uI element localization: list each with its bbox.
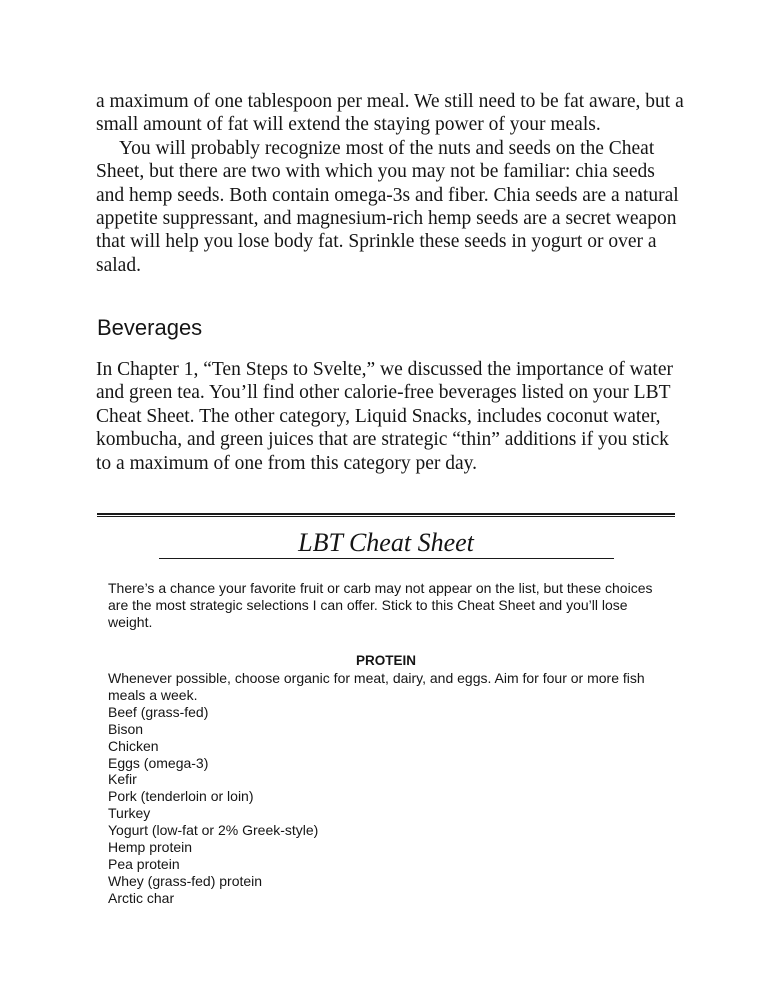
title-underline (159, 558, 614, 559)
protein-item: Pea protein (108, 855, 180, 872)
protein-section (108, 670, 668, 907)
cheat-sheet-intro-text: There’s a chance your favorite fruit or carb may not appear on the list, but these choices are the most strategic selections I can offer. Stick to this Cheat Sheet and you’ll lose weight. (108, 580, 653, 630)
cheat-sheet-title: LBT Cheat Sheet (298, 528, 474, 557)
protein-heading: PROTEIN (355, 653, 416, 668)
protein-item: Kefir (108, 771, 137, 788)
cheat-sheet-intro (108, 580, 668, 631)
protein-item: Yogurt (low-fat or 2% Greek-style) (108, 822, 319, 839)
intro-text (96, 90, 686, 277)
intro-paragraph: a maximum of one tablespoon per meal. We still need to be fat aware, but a small amount of fat will extend the staying power of your meals. (96, 91, 684, 136)
protein-item: Pork (tenderloin or loin) (108, 788, 254, 805)
protein-list (108, 704, 668, 907)
protein-item: Arctic char (108, 889, 175, 906)
double-rule-divider (97, 513, 675, 517)
protein-item: Chicken (108, 737, 159, 754)
protein-item: Beef (grass-fed) (108, 703, 209, 720)
protein-item: Eggs (omega-3) (108, 754, 209, 771)
section-heading: Beverages (97, 315, 203, 340)
protein-note: Whenever possible, choose organic for meat, dairy, and eggs. Aim for four or more fish meals a week. (108, 670, 645, 703)
beverages-paragraph: In Chapter 1, “Ten Steps to Svelte,” we discussed the importance of water and green tea. You’ll find other calorie-free beverages listed on your LBT Cheat Sheet. The other category, Liquid Snacks, includes coconut water, kombucha, and green juices that are strategic “thin” additions if you stick to a maximum of one from this category per day. (96, 359, 673, 474)
protein-item: Bison (108, 720, 144, 737)
beverages-text (96, 358, 686, 475)
intro-paragraph: You will probably recognize most of the nuts and seeds on the Cheat Sheet, but there are two with which you may not be familiar: chia seeds and hemp seeds. Both contain omega-3s and fiber. Chia seeds are a natural appetite suppressant, and magnesium-rich hemp seeds are a secret weapon that will help you lose body fat. Sprinkle these seeds in yogurt or over a salad. (96, 137, 679, 276)
protein-item: Turkey (108, 805, 151, 822)
protein-item: Hemp protein (108, 839, 193, 856)
protein-item: Whey (grass-fed) protein (108, 872, 263, 889)
